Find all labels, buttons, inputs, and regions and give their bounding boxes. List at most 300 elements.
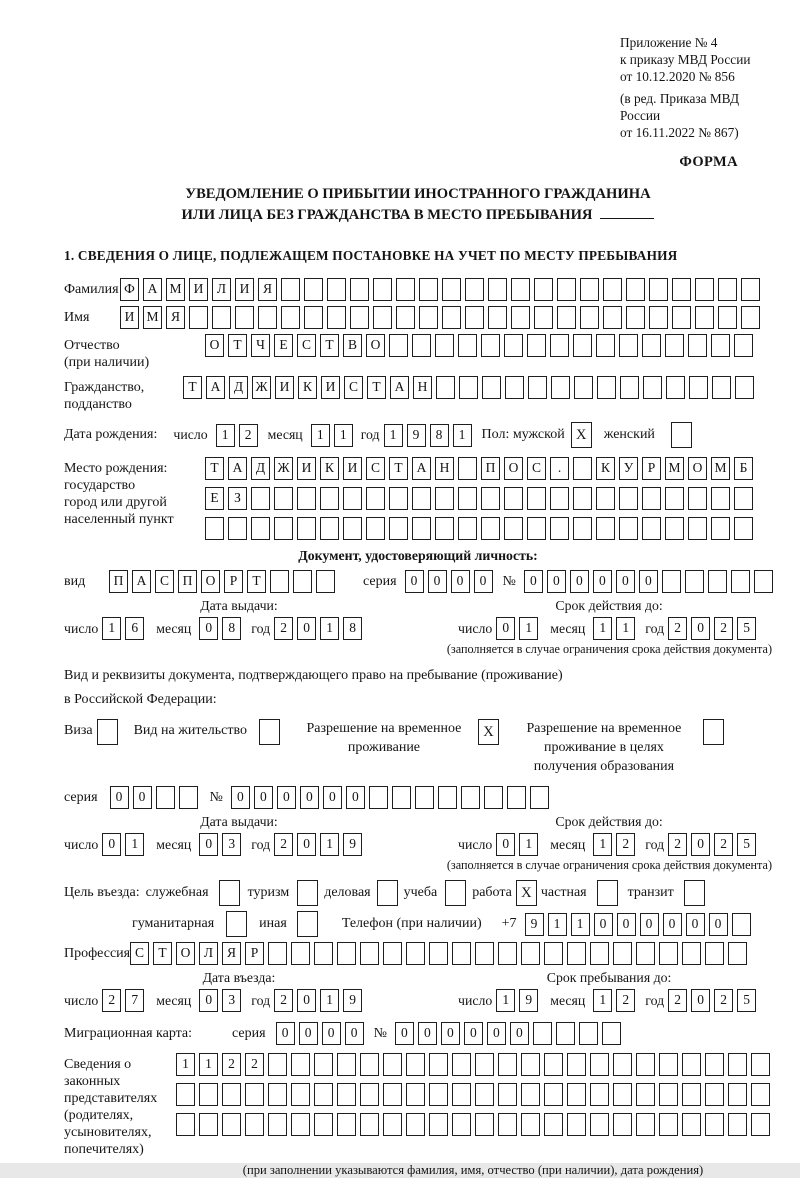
form-cell[interactable] [731,570,750,593]
form-cell[interactable]: 8 [343,617,362,640]
form-cell[interactable] [360,1083,379,1106]
form-cell[interactable]: 8 [222,617,241,640]
form-cell[interactable] [235,306,254,329]
form-cell[interactable] [602,1022,621,1045]
form-cell[interactable] [573,334,592,357]
form-cell[interactable]: 0 [300,786,319,809]
form-cell[interactable] [596,334,615,357]
form-cell[interactable] [452,1113,471,1136]
form-cell[interactable] [314,942,333,965]
form-cell[interactable]: 2 [239,424,258,447]
form-cell[interactable]: Ч [251,334,270,357]
form-cell[interactable]: 3 [222,833,241,856]
form-cell[interactable] [688,334,707,357]
form-cell[interactable] [429,1053,448,1076]
form-cell[interactable] [320,487,339,510]
form-cell[interactable] [475,1113,494,1136]
form-cell[interactable]: 0 [405,570,424,593]
form-cell[interactable] [619,334,638,357]
form-cell[interactable]: С [366,457,385,480]
form-cell[interactable]: 0 [297,989,316,1012]
form-cell[interactable]: 0 [297,617,316,640]
form-cell[interactable] [435,487,454,510]
form-cell[interactable]: 2 [222,1053,241,1076]
form-cell[interactable]: 0 [593,570,612,593]
form-cell[interactable] [544,1113,563,1136]
form-cell[interactable]: К [298,376,317,399]
form-cell[interactable]: 0 [110,786,129,809]
form-cell[interactable]: Б [734,457,753,480]
form-cell[interactable]: К [596,457,615,480]
form-cell[interactable] [498,1113,517,1136]
form-cell[interactable] [511,278,530,301]
form-cell[interactable] [498,942,517,965]
form-cell[interactable]: З [228,487,247,510]
form-cell[interactable] [636,1113,655,1136]
form-cell[interactable]: С [297,334,316,357]
purpose-humanitarian-checkbox[interactable] [226,911,247,937]
form-cell[interactable] [429,942,448,965]
form-cell[interactable] [498,1053,517,1076]
form-cell[interactable]: В [343,334,362,357]
purpose-work-checkbox[interactable]: X [516,880,537,906]
form-cell[interactable] [304,278,323,301]
form-cell[interactable] [527,334,546,357]
form-cell[interactable] [574,376,593,399]
form-cell[interactable] [199,1083,218,1106]
form-cell[interactable]: 2 [668,989,687,1012]
temp-residence-education-checkbox[interactable] [703,719,724,745]
sex-male-checkbox[interactable]: X [571,422,592,448]
form-cell[interactable] [521,1053,540,1076]
form-cell[interactable] [452,1083,471,1106]
purpose-private-checkbox[interactable] [597,880,618,906]
form-cell[interactable] [530,786,549,809]
form-cell[interactable] [688,487,707,510]
form-cell[interactable]: 0 [524,570,543,593]
form-cell[interactable] [406,1053,425,1076]
form-cell[interactable] [436,376,455,399]
form-cell[interactable]: Т [367,376,386,399]
form-cell[interactable] [590,1083,609,1106]
form-cell[interactable]: П [178,570,197,593]
form-cell[interactable]: 5 [737,617,756,640]
form-cell[interactable]: Л [199,942,218,965]
form-cell[interactable] [465,306,484,329]
form-cell[interactable]: Е [205,487,224,510]
form-cell[interactable] [293,570,312,593]
form-cell[interactable] [383,1113,402,1136]
form-cell[interactable] [475,942,494,965]
form-cell[interactable]: 0 [199,833,218,856]
form-cell[interactable]: 0 [686,913,705,936]
form-cell[interactable]: 7 [125,989,144,1012]
form-cell[interactable] [327,306,346,329]
form-cell[interactable] [695,306,714,329]
form-cell[interactable] [281,306,300,329]
form-cell[interactable] [429,1083,448,1106]
form-cell[interactable] [316,570,335,593]
purpose-transit-checkbox[interactable] [684,880,705,906]
form-cell[interactable]: 0 [487,1022,506,1045]
form-cell[interactable]: 1 [519,833,538,856]
form-cell[interactable]: 0 [441,1022,460,1045]
form-cell[interactable] [442,306,461,329]
form-cell[interactable] [613,942,632,965]
form-cell[interactable] [626,278,645,301]
form-cell[interactable] [682,1053,701,1076]
form-cell[interactable] [327,278,346,301]
form-cell[interactable] [268,942,287,965]
form-cell[interactable] [412,517,431,540]
form-cell[interactable]: 2 [274,989,293,1012]
form-cell[interactable] [551,376,570,399]
sex-female-checkbox[interactable] [671,422,692,448]
form-cell[interactable] [705,1113,724,1136]
form-cell[interactable]: У [619,457,638,480]
form-cell[interactable] [274,517,293,540]
form-cell[interactable]: 5 [737,989,756,1012]
form-cell[interactable] [383,942,402,965]
form-cell[interactable]: А [132,570,151,593]
form-cell[interactable] [507,786,526,809]
form-cell[interactable] [751,1113,770,1136]
form-cell[interactable]: 0 [323,786,342,809]
form-cell[interactable] [337,1053,356,1076]
form-cell[interactable] [475,1083,494,1106]
form-cell[interactable] [291,1083,310,1106]
form-cell[interactable]: И [321,376,340,399]
form-cell[interactable] [534,278,553,301]
form-cell[interactable]: М [143,306,162,329]
form-cell[interactable]: 0 [199,989,218,1012]
form-cell[interactable] [521,942,540,965]
form-cell[interactable] [488,278,507,301]
form-cell[interactable]: 0 [451,570,470,593]
form-cell[interactable] [636,1053,655,1076]
form-cell[interactable]: . [550,457,569,480]
form-cell[interactable]: 2 [616,989,635,1012]
form-cell[interactable]: 2 [245,1053,264,1076]
form-cell[interactable]: 1 [571,913,590,936]
form-cell[interactable] [189,306,208,329]
purpose-study-checkbox[interactable] [445,880,466,906]
form-cell[interactable]: Р [642,457,661,480]
form-cell[interactable] [590,1053,609,1076]
form-cell[interactable] [504,487,523,510]
form-cell[interactable]: А [390,376,409,399]
form-cell[interactable] [597,376,616,399]
form-cell[interactable] [373,306,392,329]
form-cell[interactable]: К [320,457,339,480]
form-cell[interactable] [461,786,480,809]
form-cell[interactable] [337,942,356,965]
form-cell[interactable]: М [166,278,185,301]
form-cell[interactable]: 0 [640,913,659,936]
purpose-other-checkbox[interactable] [297,911,318,937]
form-cell[interactable]: П [109,570,128,593]
form-cell[interactable] [688,517,707,540]
form-cell[interactable]: Р [224,570,243,593]
form-cell[interactable]: А [143,278,162,301]
form-cell[interactable] [626,306,645,329]
form-cell[interactable]: 1 [176,1053,195,1076]
form-cell[interactable] [550,334,569,357]
form-cell[interactable]: 3 [222,989,241,1012]
form-cell[interactable] [708,570,727,593]
form-cell[interactable] [258,306,277,329]
form-cell[interactable] [619,517,638,540]
form-cell[interactable]: 0 [133,786,152,809]
form-cell[interactable] [429,1113,448,1136]
form-cell[interactable] [484,786,503,809]
form-cell[interactable] [297,517,316,540]
form-cell[interactable]: Т [247,570,266,593]
form-cell[interactable]: 0 [345,1022,364,1045]
form-cell[interactable] [665,334,684,357]
form-cell[interactable] [435,334,454,357]
form-cell[interactable] [337,1083,356,1106]
form-cell[interactable] [728,1083,747,1106]
form-cell[interactable] [682,1083,701,1106]
form-cell[interactable] [360,1113,379,1136]
form-cell[interactable]: 9 [343,989,362,1012]
form-cell[interactable] [360,1053,379,1076]
form-cell[interactable] [527,487,546,510]
form-cell[interactable]: 1 [519,617,538,640]
form-cell[interactable] [291,942,310,965]
purpose-official-checkbox[interactable] [219,880,240,906]
form-cell[interactable] [366,517,385,540]
form-cell[interactable] [682,942,701,965]
form-cell[interactable]: 2 [668,617,687,640]
form-cell[interactable] [567,1053,586,1076]
form-cell[interactable]: 0 [276,1022,295,1045]
form-cell[interactable] [705,942,724,965]
form-cell[interactable] [369,786,388,809]
form-cell[interactable] [481,517,500,540]
form-cell[interactable]: М [711,457,730,480]
form-cell[interactable]: 1 [311,424,330,447]
form-cell[interactable] [528,376,547,399]
form-cell[interactable]: 1 [384,424,403,447]
form-cell[interactable] [728,942,747,965]
form-cell[interactable]: 0 [464,1022,483,1045]
form-cell[interactable] [505,376,524,399]
form-cell[interactable]: Я [258,278,277,301]
form-cell[interactable] [580,278,599,301]
form-cell[interactable]: 8 [430,424,449,447]
form-cell[interactable]: Ж [252,376,271,399]
form-cell[interactable] [619,487,638,510]
form-cell[interactable] [251,517,270,540]
form-cell[interactable] [556,1022,575,1045]
form-cell[interactable] [659,1113,678,1136]
form-cell[interactable] [636,942,655,965]
form-cell[interactable] [603,306,622,329]
form-cell[interactable]: 2 [714,617,733,640]
form-cell[interactable] [705,1083,724,1106]
form-cell[interactable] [452,942,471,965]
form-cell[interactable] [366,487,385,510]
form-cell[interactable]: 6 [125,617,144,640]
form-cell[interactable]: А [412,457,431,480]
form-cell[interactable] [373,278,392,301]
form-cell[interactable] [613,1053,632,1076]
form-cell[interactable]: 9 [525,913,544,936]
purpose-tourism-checkbox[interactable] [297,880,318,906]
form-cell[interactable] [672,278,691,301]
form-cell[interactable]: 0 [691,833,710,856]
form-cell[interactable] [544,1083,563,1106]
form-cell[interactable] [590,942,609,965]
form-cell[interactable]: 0 [616,570,635,593]
form-cell[interactable] [685,570,704,593]
form-cell[interactable] [435,517,454,540]
form-cell[interactable] [544,942,563,965]
form-cell[interactable] [438,786,457,809]
form-cell[interactable] [620,376,639,399]
form-cell[interactable]: 0 [199,617,218,640]
form-cell[interactable] [649,306,668,329]
form-cell[interactable]: Е [274,334,293,357]
form-cell[interactable] [728,1113,747,1136]
form-cell[interactable]: 0 [510,1022,529,1045]
form-cell[interactable]: 2 [616,833,635,856]
form-cell[interactable]: 0 [322,1022,341,1045]
form-cell[interactable]: 2 [274,833,293,856]
form-cell[interactable]: 2 [714,989,733,1012]
form-cell[interactable] [659,942,678,965]
form-cell[interactable] [550,487,569,510]
form-cell[interactable] [314,1083,333,1106]
form-cell[interactable]: 1 [593,833,612,856]
form-cell[interactable]: 0 [474,570,493,593]
form-cell[interactable]: Т [389,457,408,480]
form-cell[interactable]: С [344,376,363,399]
form-cell[interactable]: 1 [453,424,472,447]
form-cell[interactable] [682,1113,701,1136]
form-cell[interactable]: О [205,334,224,357]
form-cell[interactable]: Н [435,457,454,480]
form-cell[interactable]: 0 [418,1022,437,1045]
form-cell[interactable] [482,376,501,399]
form-cell[interactable] [343,517,362,540]
form-cell[interactable]: 9 [343,833,362,856]
form-cell[interactable] [504,517,523,540]
form-cell[interactable] [711,487,730,510]
form-cell[interactable]: 9 [519,989,538,1012]
form-cell[interactable] [360,942,379,965]
form-cell[interactable] [176,1083,195,1106]
form-cell[interactable] [711,517,730,540]
form-cell[interactable]: 0 [709,913,728,936]
form-cell[interactable] [176,1113,195,1136]
form-cell[interactable]: 1 [320,833,339,856]
form-cell[interactable] [396,306,415,329]
form-cell[interactable] [297,487,316,510]
form-cell[interactable] [458,487,477,510]
form-cell[interactable] [343,487,362,510]
form-cell[interactable]: 0 [570,570,589,593]
form-cell[interactable] [350,306,369,329]
form-cell[interactable] [228,517,247,540]
form-cell[interactable]: Т [228,334,247,357]
form-cell[interactable] [304,306,323,329]
form-cell[interactable] [406,942,425,965]
purpose-business-checkbox[interactable] [377,880,398,906]
form-cell[interactable] [458,334,477,357]
form-cell[interactable] [659,1053,678,1076]
form-cell[interactable] [533,1022,552,1045]
form-cell[interactable]: 1 [216,424,235,447]
form-cell[interactable] [452,1053,471,1076]
form-cell[interactable] [596,517,615,540]
temp-residence-checkbox[interactable]: X [478,719,499,745]
form-cell[interactable] [412,487,431,510]
form-cell[interactable]: 0 [617,913,636,936]
form-cell[interactable]: 9 [407,424,426,447]
form-cell[interactable]: Т [205,457,224,480]
form-cell[interactable] [665,487,684,510]
form-cell[interactable] [281,278,300,301]
form-cell[interactable] [557,278,576,301]
visa-checkbox[interactable] [97,719,118,745]
form-cell[interactable]: 0 [346,786,365,809]
form-cell[interactable]: 0 [297,833,316,856]
form-cell[interactable] [458,517,477,540]
form-cell[interactable] [179,786,198,809]
form-cell[interactable]: М [665,457,684,480]
form-cell[interactable] [488,306,507,329]
form-cell[interactable] [666,376,685,399]
form-cell[interactable]: И [189,278,208,301]
form-cell[interactable] [419,278,438,301]
form-cell[interactable]: И [120,306,139,329]
form-cell[interactable] [712,376,731,399]
form-cell[interactable] [573,457,592,480]
form-cell[interactable] [212,306,231,329]
form-cell[interactable]: О [504,457,523,480]
form-cell[interactable] [642,517,661,540]
form-cell[interactable] [389,487,408,510]
form-cell[interactable] [314,1053,333,1076]
form-cell[interactable]: 0 [277,786,296,809]
form-cell[interactable] [511,306,530,329]
form-cell[interactable]: 0 [691,989,710,1012]
form-cell[interactable] [504,334,523,357]
form-cell[interactable]: 1 [593,989,612,1012]
form-cell[interactable] [205,517,224,540]
form-cell[interactable]: С [527,457,546,480]
form-cell[interactable]: 0 [231,786,250,809]
form-cell[interactable]: 1 [320,989,339,1012]
form-cell[interactable]: 0 [639,570,658,593]
form-cell[interactable] [222,1113,241,1136]
form-cell[interactable]: 0 [547,570,566,593]
form-cell[interactable] [642,487,661,510]
form-cell[interactable] [665,517,684,540]
form-cell[interactable]: Я [166,306,185,329]
form-cell[interactable] [590,1113,609,1136]
form-cell[interactable] [711,334,730,357]
form-cell[interactable]: Д [251,457,270,480]
form-cell[interactable] [268,1053,287,1076]
form-cell[interactable]: 1 [199,1053,218,1076]
form-cell[interactable] [567,1113,586,1136]
form-cell[interactable] [659,1083,678,1106]
form-cell[interactable]: 0 [594,913,613,936]
